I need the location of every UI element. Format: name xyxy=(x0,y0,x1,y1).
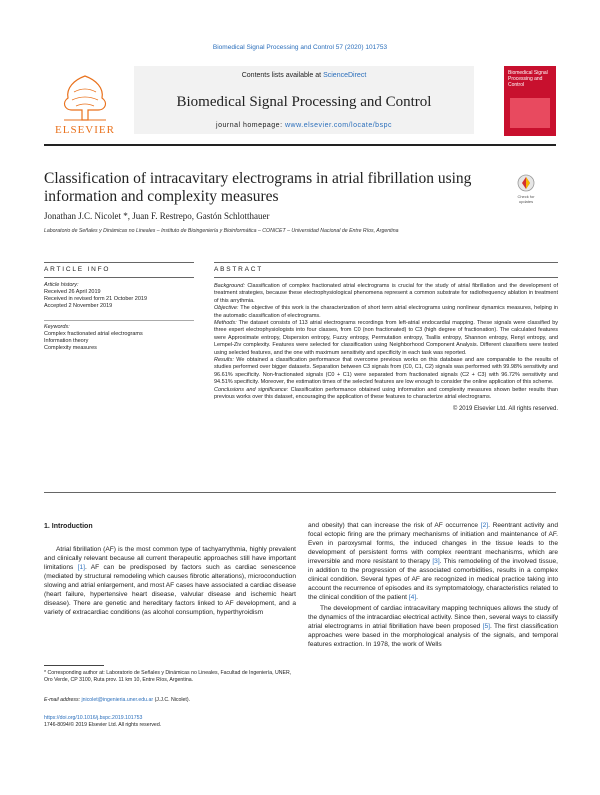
abstract-heading: ABSTRACT xyxy=(214,266,264,273)
article-history xyxy=(44,282,194,310)
sciencedirect-link[interactable]: ScienceDirect xyxy=(323,72,367,79)
crossmark-badge[interactable] xyxy=(511,172,541,202)
article-info-rule xyxy=(44,277,194,278)
background-label: Background: xyxy=(214,283,245,289)
journal-homepage xyxy=(134,122,474,129)
accepted-date: Accepted 2 November 2019 xyxy=(44,303,113,309)
revised-date: Received in revised form 21 October 2019 xyxy=(44,296,148,302)
citation-link[interactable]: [1] xyxy=(77,564,85,571)
footnote-email xyxy=(44,697,296,704)
article-title: Classification of intracavitary electrograms in atrial fibrillation using information and complexity measures xyxy=(44,170,472,205)
cover-graphic xyxy=(510,98,550,128)
received-date: Received 26 April 2019 xyxy=(44,289,101,295)
keyword-item: Information theory xyxy=(44,338,89,344)
intro-text: The development of cardiac intracavitary mapping techniques allows the study of the dynamics of the intracardiac electrical activity. Since then, several ways to classify atrial electrograms in atrial fibrillation have been proposed xyxy=(308,605,558,630)
citation-link[interactable]: [3] xyxy=(432,558,440,565)
cover-title: Biomedical Signal Processing and Control xyxy=(508,70,548,88)
history-label: Article history: xyxy=(44,282,79,288)
intro-text: . Reentrant activity and focal ectopic firing are the primary mechanisms of initiation and maintenance of AF. Even in paroxysmal forms, the induced changes in the tissue leads to the development of persistent forms with complex reentrant mechanisms, which are irreversible and more resistant to therapy xyxy=(308,522,558,565)
journal-banner xyxy=(44,58,556,138)
citation-link[interactable]: [5] xyxy=(482,623,490,630)
abstract-bottom-rule xyxy=(44,492,556,493)
crossmark-label: Check for updates xyxy=(517,194,535,204)
conclusions-text: Classification performance obtained using information and complexity measures shown better results than previous works over this dataset, encouraging the application of these features to characterize atrial electrograms. xyxy=(214,386,558,401)
homepage-label: journal homepage: xyxy=(216,122,283,129)
results-label: Results: xyxy=(214,357,234,364)
email-suffix: (J.J.C. Nicolet). xyxy=(154,697,191,703)
citation-link[interactable]: [2] xyxy=(480,522,489,529)
results-text: We obtained a classification performance that overcome previous works on this database and are comparable to the results of studies performed over bigger datasets. Separation between C3 signals from (C0, C1, C2) signals was performed with 99.98% sensitivity and 96.61% specificity. Non-fractionated signals (C0 + C1) were separated from fractionated signals (C2 + C3) with 96.72% sensitivity and 94.51% specificity. Moreover, the estimation times of the selected features are low enough to consider the online application of this scheme. xyxy=(214,357,558,386)
abstract-top-rule xyxy=(214,262,558,263)
footnote-corresponding: * Corresponding author at: Laboratorio de Señales y Dinámicas no Lineales, Facultad de Ingeniería, UNER, Oro Verde, CP 3100, Ruta prov. 11 km 10, Entre Ríos, Argentina. xyxy=(44,670,292,683)
header-rule xyxy=(44,144,556,146)
keyword-item: Complexity measures xyxy=(44,345,97,351)
conclusions-label: Conclusions and significance: xyxy=(214,386,289,393)
intro-text: and obesity) that can increase the risk of AF occurrence xyxy=(308,522,479,529)
footnote-rule xyxy=(44,665,104,666)
email-link[interactable]: jnicolet@ingenieria.uner.edu.ar xyxy=(81,697,154,703)
intro-text: . AF can be predisposed by factors such as cardiac senescence (mediated by structural remodeling which causes fibrotic alterations), microconduction slowing and atrial enlargement, and most AF cases have associated a cardiac disease (heart failure, hypertensive heart disease, valvular disease and ischemic heart disease). There are genetic and hereditary factors linked to AF development, and a variety of extracardiac conditions (as alcohol consumption, hyperthyroidism xyxy=(44,564,296,616)
intro-left-column xyxy=(44,545,296,619)
homepage-link[interactable]: www.elsevier.com/locate/bspc xyxy=(284,122,392,129)
intro-text: . This remodeling of the involved tissue, in addition to the progression of the associated comorbidities, results in a complex clinical condition. Several types of AF are recognized in medical practice taking into account the recurrence of episodes and its symptomatology, characteristics related to the clinical condition of the patient xyxy=(308,558,559,601)
methods-label: Methods: xyxy=(214,320,237,327)
contents-prefix: Contents lists available at xyxy=(241,72,322,79)
section-heading-introduction: 1. Introduction xyxy=(44,523,93,530)
email-label: E-mail address: xyxy=(44,697,81,703)
keyword-item: Complex fractionated atrial electrograms xyxy=(44,331,143,337)
journal-header-box xyxy=(134,66,474,134)
methods-text: The dataset consists of 113 atrial electrograms recordings from left-atrial endocardial mapping. These signals were classified by three expert electrophysiologists into four classes, from C0 (non fractionated) to C3 (high degree of fractionation). The calculated features were Approximate entropy, Dispersion entropy, Fuzzy entropy, Permutation entropy, Tsallis entropy, Shannon entropy, Renyi entropy, and Lempel-Ziv complexity. Features were selected for classification using Neighborhood Component Analysis. Different classifiers were tested using selected features, and the one with maximum sensitivity and specificity in each task was reported. xyxy=(214,320,559,356)
affiliation: Laboratorio de Señales y Dinámicas no Lineales – Instituto de Bioingeniería y Bioinformática – CONICET – Universidad Nacional de Entre Ríos, Argentina xyxy=(44,228,399,234)
objective-label: Objective: xyxy=(214,305,239,312)
doi-block xyxy=(44,715,296,728)
background-text: Classification of complex fractionated atrial electrograms is crucial for the study of atrial fibrillation and the development of treatment strategies, because these electrophysiological phenomena represent a common substrate for radiofrequency ablation in treatment of this arrythmia. xyxy=(214,283,558,304)
keywords-label: Keywords: xyxy=(44,324,70,330)
intro-text: Atrial fibrillation (AF) is the most common type of tachyarrythmia, highly prevalent and clinically relevant because all current therapeutic approaches still have important limitations xyxy=(44,546,296,571)
author-list: Jonathan J.C. Nicolet *, Juan F. Restrepo, Gastón Schlotthauer xyxy=(44,211,270,221)
citation-link[interactable]: [4] xyxy=(408,594,417,601)
intro-text: . The first classification approaches were based in the morphological analysis of the signals, and temporal features extraction. In 1978, the work of Wells xyxy=(308,623,558,648)
elsevier-logo xyxy=(44,68,126,138)
journal-cover-thumbnail xyxy=(504,66,556,136)
intro-right-column: and obesity) that can increase the risk of AF occurrence [2]. Reentrant activity and focal ectopic firing are the primary mechanisms of initiation and maintenance of AF. Even in paroxysmal forms, the induced changes in the tissue leads to the development of persistent forms with complex reentrant mechanisms, which are irreversible and more resistant to therapy [3]. This remodeling of the involved tissue, in addition to the progression of the associated comorbidities, results in a complex clinical condition. Several types of AF are recognized in medical practice taking into account the recurrence of episodes and its symptomatology, characteristics related to the clinical condition of the patient [4]. The development of cardiac intracavitary mapping techniques allows the study of the dynamics of the intracardiac electrical activity. Since then, several ways to classify atrial electrograms in atrial fibrillation have been proposed [5]. The first classification approaches were based in the morphological analysis of the signals, and temporal features extraction. In 1978, the work of Wells xyxy=(308,522,559,648)
keywords-block xyxy=(44,324,194,352)
abstract-copyright: © 2019 Elsevier Ltd. All rights reserved. xyxy=(452,405,558,412)
contents-line xyxy=(134,72,474,79)
journal-citation[interactable]: Biomedical Signal Processing and Control 57 (2020) 101753 xyxy=(212,44,388,51)
article-info-top-rule xyxy=(44,262,194,263)
abstract-body xyxy=(214,283,558,413)
abstract-rule xyxy=(214,277,558,278)
article-info-heading: ARTICLE INFO xyxy=(44,266,111,273)
journal-name: Biomedical Signal Processing and Control xyxy=(176,94,432,110)
issn-line: 1746-8094/© 2019 Elsevier Ltd. All rights reserved. xyxy=(44,721,162,728)
publisher-name: ELSEVIER xyxy=(55,124,115,136)
objective-text: The objective of this work is the characterization of short term atrial electrograms using nonlinear dynamics measures, helping in the automatic classification of electrograms. xyxy=(214,305,558,319)
history-divider xyxy=(44,320,194,321)
doi-link[interactable]: https://doi.org/10.1016/j.bspc.2019.101753 xyxy=(44,715,143,721)
